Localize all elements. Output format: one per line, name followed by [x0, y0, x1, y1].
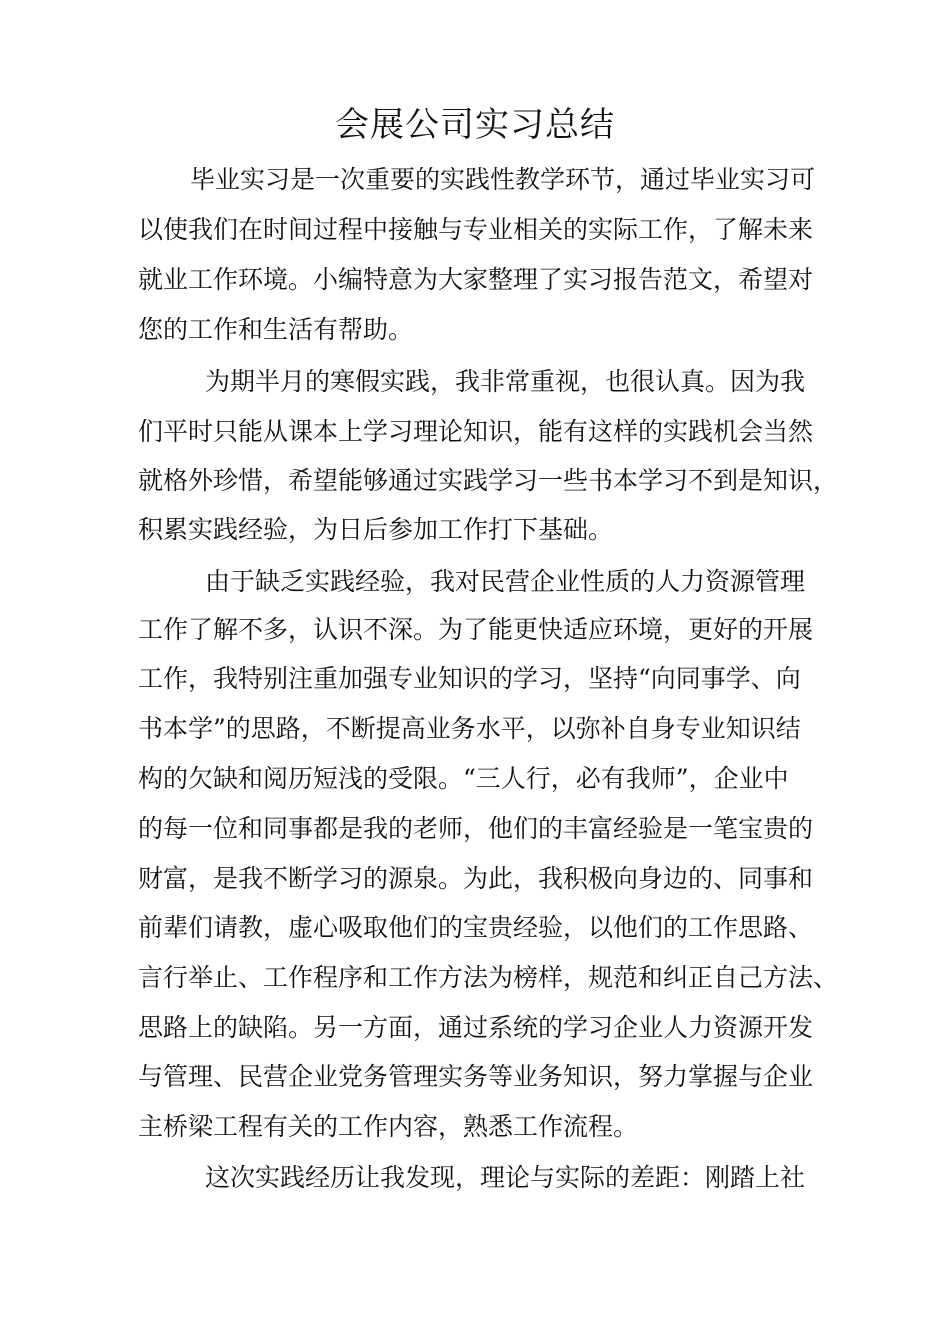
text-line: 积累实践经验，为日后参加工作打下基础。 [138, 515, 614, 544]
text-line: 构的欠缺和阅历短浅的受限。“三人行，必有我师”，企业中 [138, 764, 789, 793]
text-line: 为期半月的寒假实践，我非常重视，也很认真。因为我 [205, 367, 806, 396]
text-line: 主桥梁工程有关的工作内容，熟悉工作流程。 [138, 1112, 639, 1141]
text-line: 与管理、民营企业党务管理实务等业务知识，努力掌握与企业 [138, 1062, 814, 1091]
text-line: 的每一位和同事都是我的老师，他们的丰富经验是一笔宝贵的 [138, 814, 814, 843]
text-line: 毕业实习是一次重要的实践性教学环节，通过毕业实习可 [190, 165, 816, 194]
text-line: 们平时只能从课本上学习理论知识，能有这样的实践机会当然 [138, 417, 814, 446]
text-line: 书本学”的思路，不断提高业务水平，以弥补自身专业知识结 [138, 714, 801, 743]
text-line: 思路上的缺陷。另一方面，通过系统的学习企业人力资源开发 [138, 1013, 814, 1042]
text-line: 就格外珍惜，希望能够通过实践学习一些书本学习不到是知识， [138, 466, 839, 495]
text-line: 以使我们在时间过程中接触与专业相关的实际工作，了解未来 [138, 215, 814, 244]
text-line: 工作了解不多，认识不深。为了能更快适应环境，更好的开展 [138, 615, 814, 644]
text-line: 就业工作环境。小编特意为大家整理了实习报告范文，希望对 [138, 265, 814, 294]
text-line: 前辈们请教，虚心吸取他们的宝贵经验，以他们的工作思路、 [138, 913, 814, 942]
text-line: 工作，我特别注重加强专业知识的学习，坚持“向同事学、向 [138, 664, 801, 693]
document-title: 会展公司实习总结 [335, 105, 615, 145]
text-line: 您的工作和生活有帮助。 [138, 315, 414, 344]
text-line: 由于缺乏实践经验，我对民营企业性质的人力资源管理 [205, 567, 806, 596]
text-line: 言行举止、工作程序和工作方法为榜样，规范和纠正自己方法、 [138, 963, 839, 992]
text-line: 财富，是我不断学习的源泉。为此，我积极向身边的、同事和 [138, 864, 814, 893]
text-line: 这次实践经历让我发现，理论与实际的差距：刚踏上社 [205, 1163, 806, 1192]
